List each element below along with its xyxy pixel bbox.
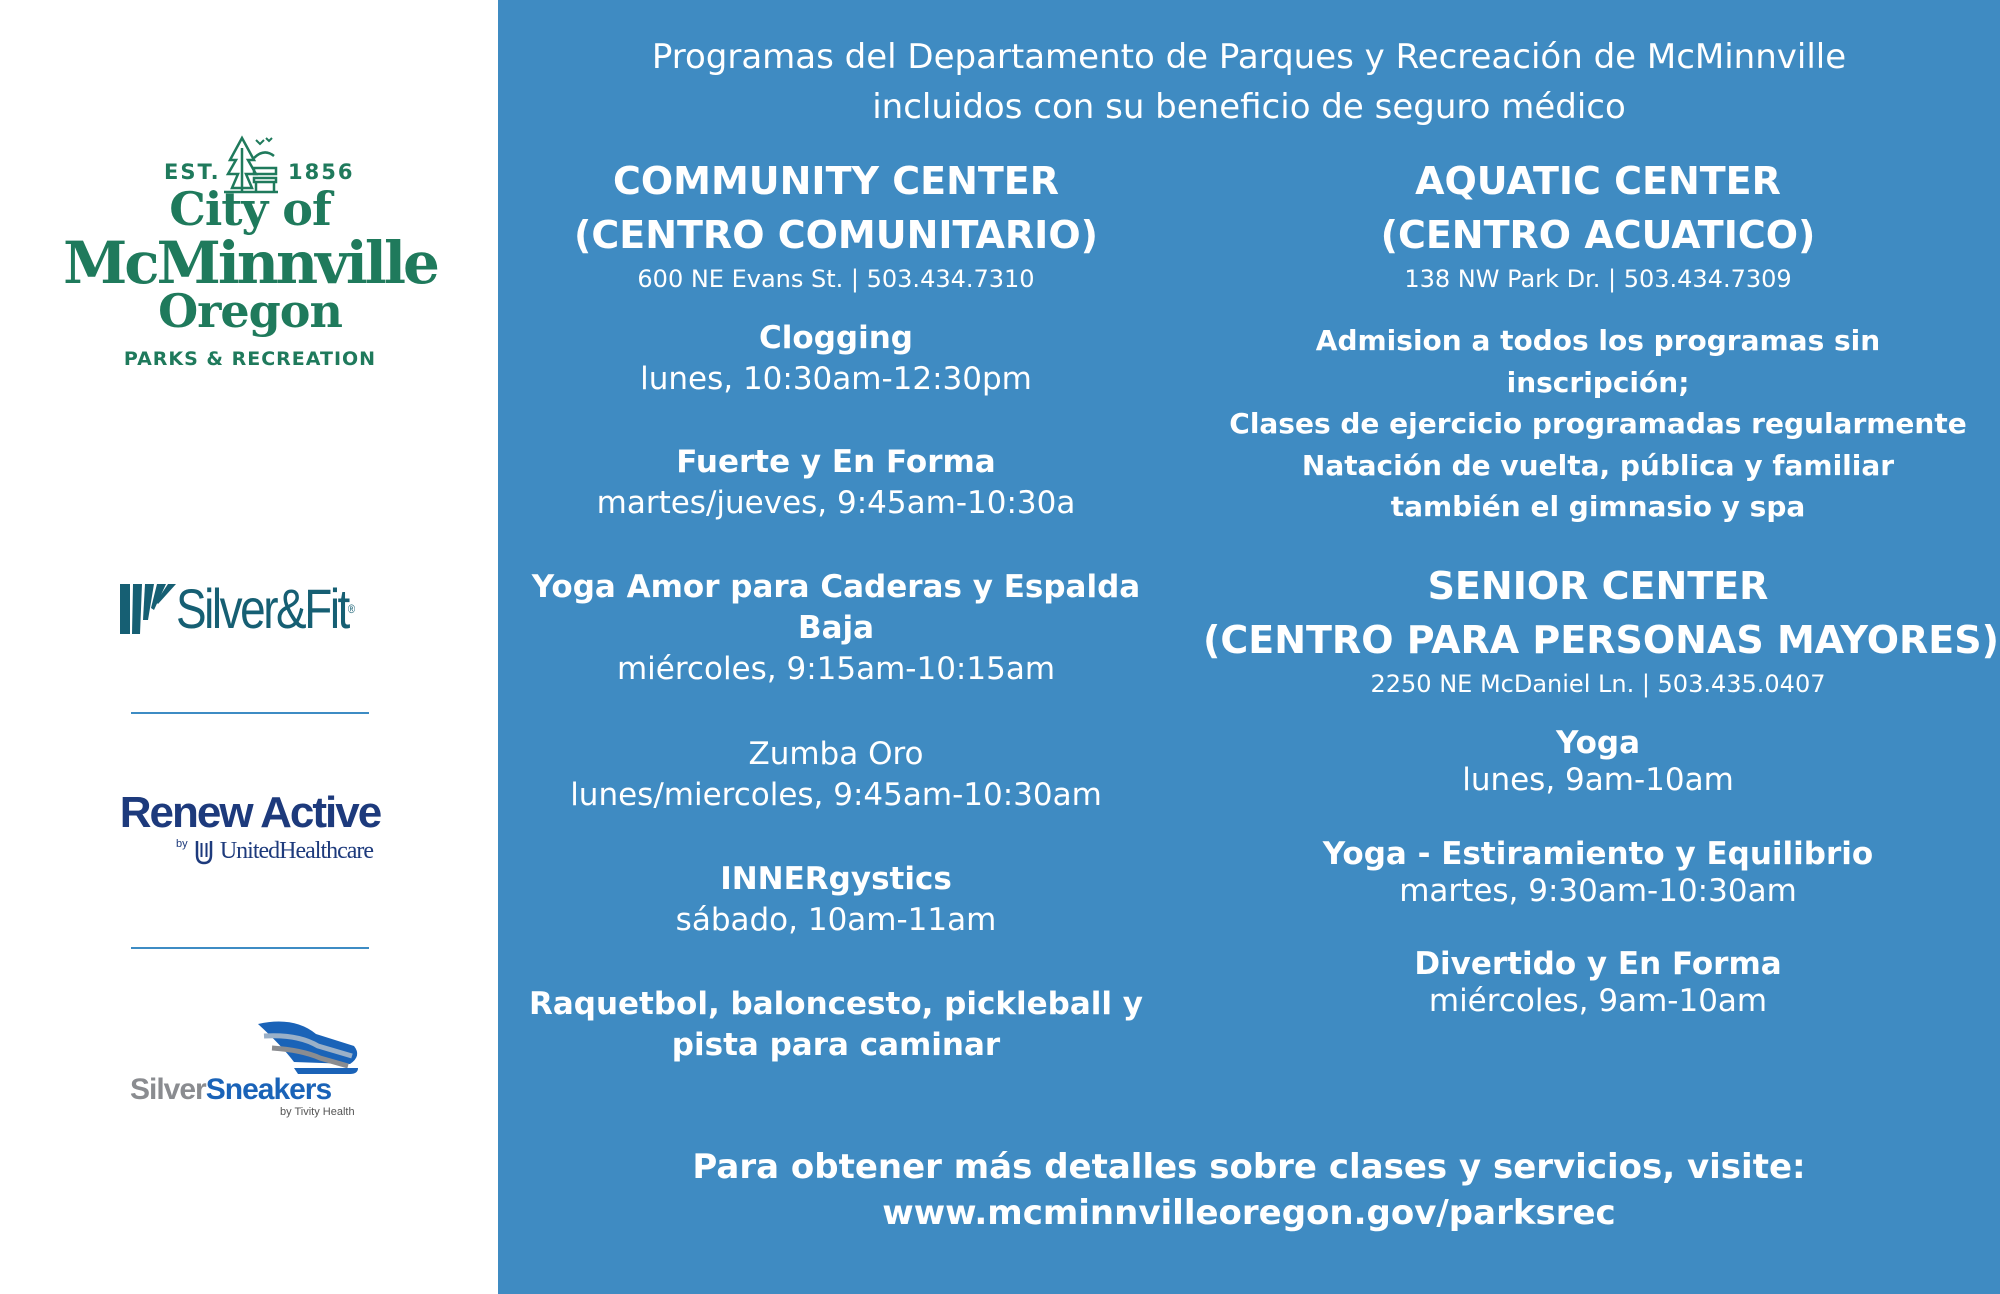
- program-name: Yoga: [1555, 725, 1640, 761]
- program-item: [506, 567, 1166, 690]
- silver-fit-text: Silver&Fit: [176, 577, 348, 640]
- aquatic-center-name-es: (CENTRO ACUATICO): [1380, 213, 1816, 257]
- program-time: martes/jueves, 9:45am-10:30a: [596, 485, 1076, 521]
- program-item: [1203, 836, 1993, 910]
- program-name: Fuerte y En Forma: [676, 444, 996, 480]
- senior-center-heading: [1203, 559, 1999, 667]
- aquatic-center-address: 138 NW Park Dr. | 503.434.7309: [1404, 265, 1792, 293]
- renew-active-byline: [176, 838, 373, 866]
- aquatic-desc-line: Admision a todos los programas sin: [1315, 324, 1881, 357]
- renew-active-title: Renew Active: [119, 788, 381, 837]
- sneaker-wing-icon: [254, 1016, 362, 1078]
- logo-sidebar: [0, 0, 498, 1294]
- aquatic-center-description: [1203, 320, 1993, 528]
- silver-fit-wordmark: [176, 576, 355, 642]
- city-of-mcminnville-logo: [30, 110, 470, 380]
- aquatic-desc-line: inscripción;: [1506, 365, 1690, 399]
- program-time: lunes, 9am-10am: [1462, 762, 1734, 798]
- program-item: [1203, 725, 1993, 799]
- program-item: [506, 859, 1166, 941]
- aquatic-desc-line: también el gimnasio y spa: [1390, 490, 1806, 523]
- renew-active-logo: [100, 788, 400, 868]
- aquatic-desc-line: Clases de ejercicio programadas regularmente: [1229, 407, 1967, 440]
- united-healthcare-icon: [195, 839, 213, 865]
- aquatic-desc-line: Natación de vuelta, pública y familiar: [1301, 448, 1895, 482]
- program-item: [506, 984, 1166, 1066]
- program-item: [506, 734, 1166, 816]
- logo-state: Oregon: [158, 284, 342, 338]
- logo-city-of: City of: [169, 182, 331, 236]
- footer-details: [498, 1144, 2000, 1236]
- program-name: Raquetbol, baloncesto, pickleball y: [528, 986, 1144, 1022]
- program-time: martes, 9:30am-10:30am: [1399, 873, 1797, 909]
- renew-by-label: by: [176, 838, 188, 850]
- program-name-cont: pista para caminar: [671, 1027, 1001, 1063]
- program-name-cont: Baja: [797, 610, 875, 646]
- footer-text: Para obtener más detalles sobre clases y servicios, visite:: [692, 1147, 1806, 1187]
- senior-center-address: 2250 NE McDaniel Ln. | 503.435.0407: [1370, 670, 1826, 698]
- silversneakers-byline: by Tivity Health: [280, 1106, 355, 1118]
- est-label: EST.: [164, 160, 221, 184]
- community-center-heading: [506, 154, 1166, 262]
- silversneakers-silver: Silver: [130, 1073, 206, 1106]
- silver-fit-registered: ®: [347, 602, 356, 616]
- senior-center-name: SENIOR CENTER: [1427, 564, 1769, 608]
- program-name: Divertido y En Forma: [1414, 946, 1782, 982]
- program-time: miércoles, 9:15am-10:15am: [616, 651, 1056, 687]
- aquatic-center-name: AQUATIC CENTER: [1415, 159, 1781, 203]
- community-center-name: COMMUNITY CENTER: [612, 159, 1060, 203]
- program-name: INNERgystics: [720, 861, 952, 897]
- program-name: Zumba Oro: [748, 736, 924, 772]
- program-time: sábado, 10am-11am: [675, 902, 997, 938]
- aquatic-center-heading: [1203, 154, 1993, 262]
- logo-city-name: McMinnville: [63, 229, 437, 297]
- community-center-address: 600 NE Evans St. | 503.434.7310: [637, 265, 1035, 293]
- renew-partner-name: UnitedHealthcare: [219, 838, 374, 864]
- silver-fit-stripes-icon: [118, 580, 176, 638]
- page-title: [498, 32, 2000, 132]
- senior-center-name-es: (CENTRO PARA PERSONAS MAYORES): [1203, 618, 1999, 662]
- program-name: Yoga Amor para Caderas y Espalda: [531, 569, 1141, 605]
- silversneakers-wordmark: [130, 1072, 331, 1108]
- title-line-2: incluidos con su beneficio de seguro médico: [872, 87, 1626, 127]
- logo-divider: [131, 712, 369, 714]
- title-line-1: Programas del Departamento de Parques y Recreación de McMinnville: [651, 37, 1847, 77]
- est-year: 1856: [288, 160, 355, 184]
- program-name: Clogging: [759, 320, 913, 356]
- community-center-name-es: (CENTRO COMUNITARIO): [574, 213, 1098, 257]
- program-name: Yoga - Estiramiento y Equilibrio: [1322, 836, 1874, 872]
- program-item: [506, 442, 1166, 524]
- silversneakers-logo: [126, 1016, 376, 1120]
- logo-department: PARKS & RECREATION: [123, 348, 377, 370]
- program-item: [1203, 946, 1993, 1020]
- silversneakers-sneakers: Sneakers: [205, 1073, 332, 1106]
- program-item: [506, 318, 1166, 400]
- program-time: lunes/miercoles, 9:45am-10:30am: [570, 777, 1102, 813]
- program-time: miércoles, 9am-10am: [1428, 983, 1768, 1019]
- logo-divider: [131, 947, 369, 949]
- parks-website-link[interactable]: www.mcminnvilleoregon.gov/parksrec: [882, 1193, 1616, 1233]
- programs-panel: [498, 0, 2000, 1294]
- program-time: lunes, 10:30am-12:30pm: [640, 361, 1032, 397]
- silver-and-fit-logo: [118, 576, 388, 642]
